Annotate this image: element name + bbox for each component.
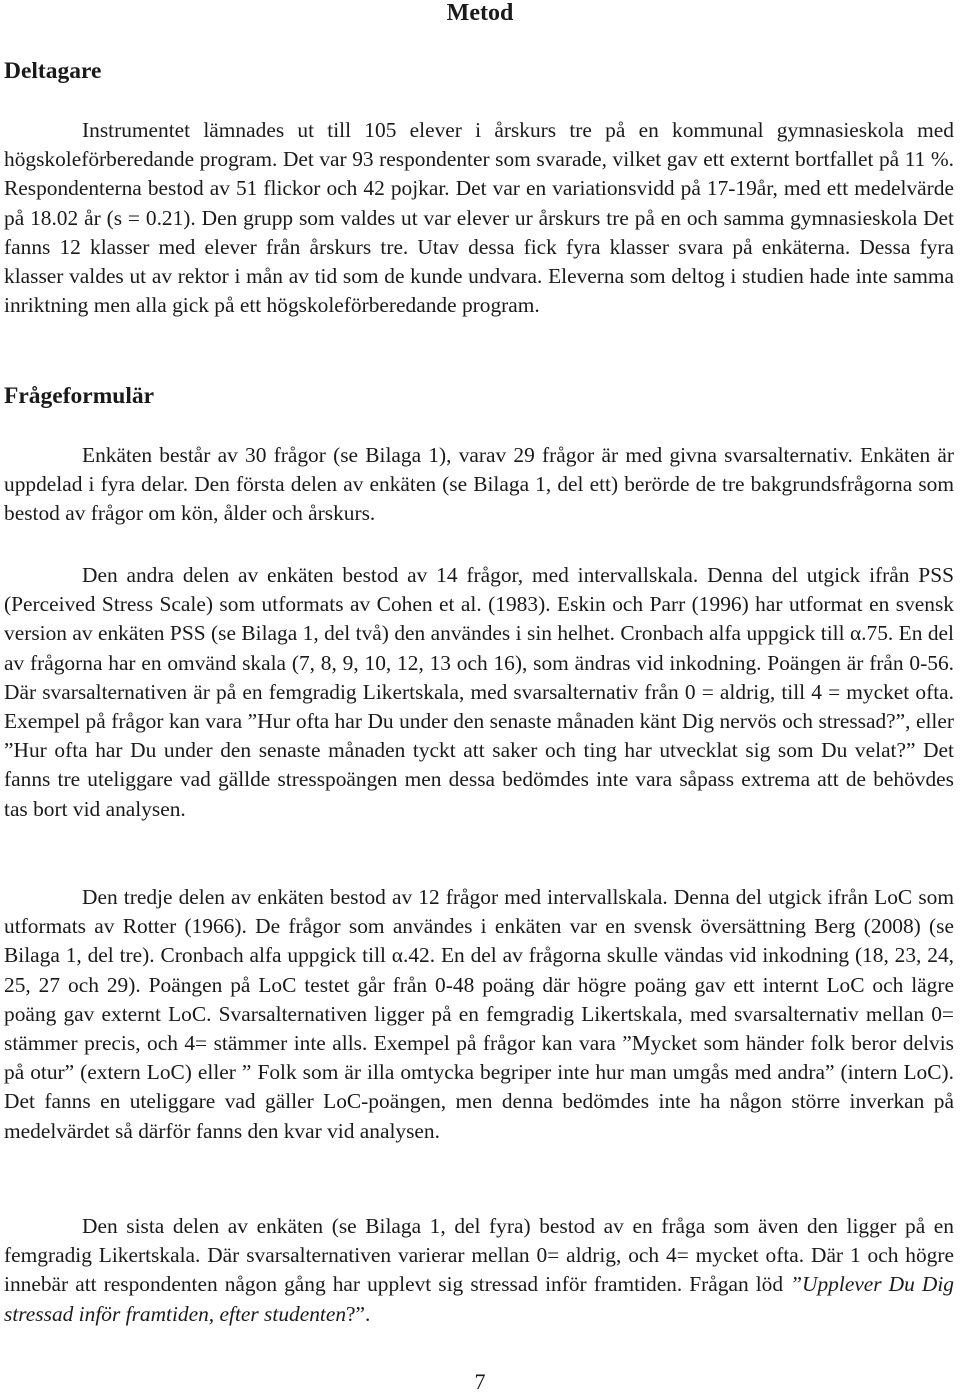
paragraph-frageformular-4 bbox=[4, 1212, 954, 1329]
paragraph-deltagare bbox=[4, 116, 954, 320]
quoted-question: ”Upplever Du Dig stressad inför framtiden, efter studenten bbox=[4, 1272, 954, 1326]
paragraph-frageformular-3 bbox=[4, 883, 954, 1146]
paragraph-frageformular-1-text: Enkäten består av 30 frågor (se Bilaga 1), varav 29 frågor är med givna svarsalternativ. Enkäten är uppdelad i fyra delar. Den första delen av enkäten (se Bilaga 1, del ett) berörde de tre bakgrundsfrågorna som bestod av frågor om kön, ålder och årskurs. bbox=[4, 443, 954, 526]
paragraph-frageformular-4-text: Den sista delen av enkäten (se Bilaga 1, del fyra) bestod av en fråga som även den ligger på en femgradig Likertskala. Där svarsalternativen varierar mellan 0= aldrig, och 4= mycket ofta. Där 1 och högre innebär att respondenten någon gång har upplevt sig stressad inför framtiden. Frågan löd bbox=[4, 1214, 954, 1297]
paragraph-deltagare-text: Instrumentet lämnades ut till 105 elever i årskurs tre på en kommunal gymnasieskola med högskoleförberedande program. Det var 93 respondenter som svarade, vilket gav ett externt bortfallet på 11 %. Respondenterna bestod av 51 flickor och 42 pojkar. Det var en variationsvidd på 17-19år, med ett medelvärde på 18.02 år (s = 0.21). Den grupp som valdes ut var elever ur årskurs tre på en och samma gymnasieskola Det fanns 12 klasser med elever från årskurs tre. Utav dessa fick fyra klasser svara på enkäterna. Dessa fyra klasser valdes ut av rektor i mån av tid som de kunde undvara. Eleverna som deltog i studien hade inte samma inriktning men alla gick på ett högskoleförberedande program. bbox=[4, 118, 954, 318]
paragraph-frageformular-2-text: Den andra delen av enkäten bestod av 14 frågor, med intervallskala. Denna del utgick ifrån PSS (Perceived Stress Scale) som utformats av Cohen et al. (1983). Eskin och Parr (1996) har utformat en svensk version av enkäten PSS (se Bilaga 1, del två) den användes i sin helhet. Cronbach alfa uppgick till α.75. En del av frågorna har en omvänd skala (7, 8, 9, 10, 12, 13 och 16), som ändras vid inkodning. Poängen är från 0-56. Där svarsalternativen är på en femgradig Likertskala, med svarsalternativ från 0 = aldrig, till 4 = mycket ofta. Exempel på frågor kan vara ”Hur ofta har Du under den senaste månaden känt Dig nervös och stressad?”, eller ”Hur ofta har Du under den senaste månaden tyckt att saker och ting har utvecklat sig som Du velat?” Det fanns tre uteliggare vad gällde stresspoängen men dessa bedömdes inte vara såpass extrema att de behövdes tas bort vid analysen. bbox=[4, 563, 954, 821]
paragraph-frageformular-2 bbox=[4, 561, 954, 824]
paragraph-frageformular-3-text: Den tredje delen av enkäten bestod av 12 frågor med intervallskala. Denna del utgick ifrån LoC som utformats av Rotter (1966). De frågor som användes i enkäten var en svensk översättning Berg (2008) (se Bilaga 1, del tre). Cronbach alfa uppgick till α.42. En del av frågorna skulle vändas vid inkodning (18, 23, 24, 25, 27 och 29). Poängen på LoC testet går från 0-48 poäng där högre poäng gav ett internt LoC och lägre poäng gav externt LoC. Svarsalternativen ligger på en femgradig Likertskala, med svarsalternativ mellan 0= stämmer precis, och 4= stämmer inte alls. Exempel på frågor kan vara ”Mycket som händer folk beror delvis på otur” (extern LoC) eller ” Folk som är illa omtycka begriper inte hur man umgås med andra” (intern LoC). Det fanns en uteliggare vad gäller LoC-poängen, men denna bedömdes inte ha någon större inverkan på medelvärdet så därför fanns den kvar vid analysen. bbox=[4, 885, 954, 1143]
paragraph-frageformular-1 bbox=[4, 441, 954, 529]
page-number: 7 bbox=[474, 1369, 486, 1394]
page-title: Metod bbox=[446, 0, 514, 26]
section-heading-frageformular: Frågeformulär bbox=[4, 383, 155, 409]
quoted-question-end: ?”. bbox=[346, 1301, 371, 1326]
section-heading-deltagare: Deltagare bbox=[4, 58, 102, 84]
